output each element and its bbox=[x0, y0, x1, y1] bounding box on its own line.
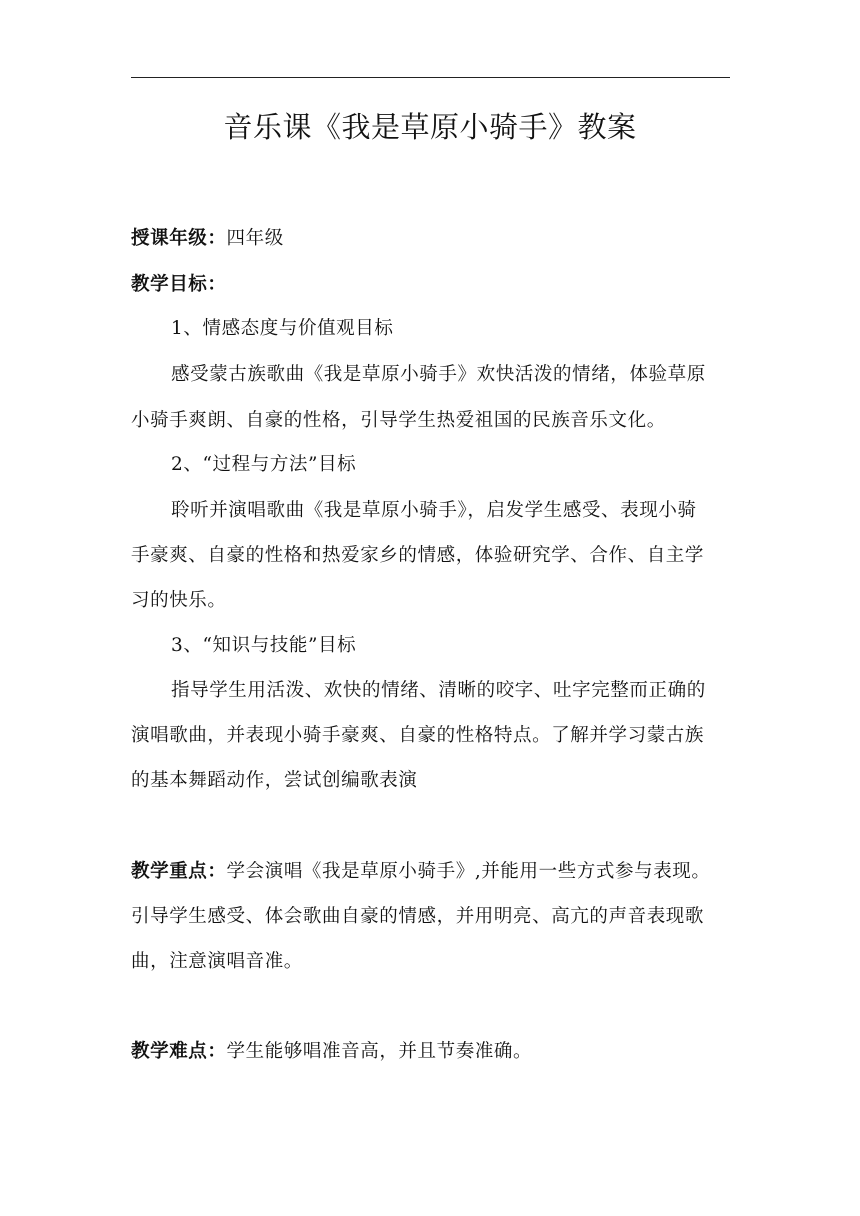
key-points-row bbox=[131, 859, 731, 885]
objective-3-line-1: 指导学生用活泼、欢快的情绪、清晰的咬字、吐字完整而正确的 bbox=[171, 680, 706, 701]
difficult-points-row bbox=[131, 1039, 731, 1065]
objectives-label: 教学目标： bbox=[131, 274, 227, 295]
key-points-label: 教学重点： bbox=[131, 861, 227, 882]
difficult-points-value: 学生能够唱准音高，并且节奏准确。 bbox=[226, 1041, 533, 1062]
grade-row bbox=[131, 226, 731, 252]
key-points-line-1: 学会演唱《我是草原小骑手》,并能用一些方式参与表现。 bbox=[226, 861, 711, 882]
objective-2-line-3: 习的快乐。 bbox=[131, 590, 227, 611]
header-rule bbox=[131, 77, 730, 78]
objective-2-heading: 2、“过程与方法”目标 bbox=[171, 454, 357, 475]
document-title: 音乐课《我是草原小骑手》教案 bbox=[223, 110, 637, 144]
key-points-line-3: 曲，注意演唱音准。 bbox=[131, 951, 303, 972]
objective-3-line-3: 的基本舞蹈动作，尝试创编歌表演 bbox=[131, 770, 418, 791]
objective-1-heading: 1、情感态度与价值观目标 bbox=[171, 318, 394, 339]
objective-1-line-2: 小骑手爽朗、自豪的性格，引导学生热爱祖国的民族音乐文化。 bbox=[131, 410, 666, 431]
objective-3-heading: 3、“知识与技能”目标 bbox=[171, 635, 357, 656]
key-points-line-2: 引导学生感受、体会歌曲自豪的情感，并用明亮、高亢的声音表现歌 bbox=[131, 906, 705, 927]
objective-2-line-1: 聆听并演唱歌曲《我是草原小骑手》，启发学生感受、表现小骑 bbox=[171, 500, 697, 521]
difficult-points-label: 教学难点： bbox=[131, 1041, 227, 1062]
objective-1-line-1: 感受蒙古族歌曲《我是草原小骑手》欢快活泼的情绪，体验草原 bbox=[171, 364, 706, 385]
grade-value: 四年级 bbox=[226, 228, 284, 249]
objective-2-line-2: 手豪爽、自豪的性格和热爱家乡的情感，体验研究学、合作、自主学 bbox=[131, 545, 705, 566]
objective-3-line-2: 演唱歌曲，并表现小骑手豪爽、自豪的性格特点。了解并学习蒙古族 bbox=[131, 725, 705, 746]
grade-label: 授课年级： bbox=[131, 228, 227, 249]
